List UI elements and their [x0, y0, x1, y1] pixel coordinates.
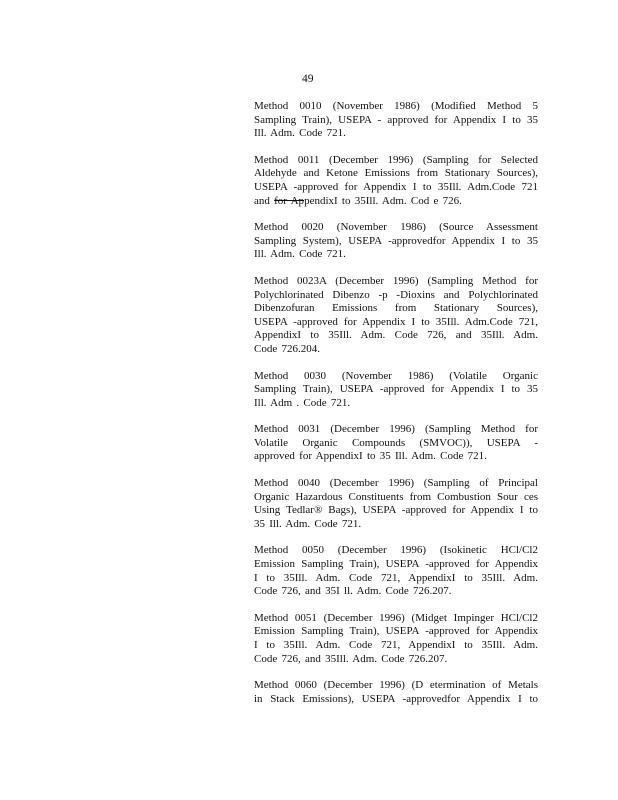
method-entry: [254, 423, 538, 464]
entry-line: Sampling Train), USEPA -approved for Appendix I to 35: [254, 383, 538, 396]
entry-line: Method 0051 (December 1996) (Midget Impinger HCl/Cl2: [254, 611, 538, 624]
entry-line: Code 726.204.: [254, 342, 320, 355]
entry-line: Dibenzofuran Emissions from Stationary Sources),: [254, 302, 538, 315]
entry-line: [254, 195, 538, 209]
entry-line: Method 0030 (November 1986) (Volatile Organic: [254, 369, 538, 382]
entry-line: Ill. Adm . Code 721.: [254, 396, 351, 409]
entry-line: Using Tedlar® Bags), USEPA -approved for Appendix I to: [254, 504, 538, 517]
entry-line: Code 726, and 35Ill. Adm. Code 726.207.: [254, 652, 448, 665]
entry-line: USEPA -approved for Appendix I to 35Ill. Adm.Code 721,: [254, 315, 538, 328]
entry-line: Method 0040 (December 1996) (Sampling of Principal: [254, 477, 538, 490]
entry-line: Emission Sampling Train), USEPA -approved for Appendix: [254, 625, 538, 638]
method-entry: [254, 370, 538, 411]
entry-line: USEPA -approved for Appendix I to 35Ill. Adm.Code 721: [254, 180, 538, 193]
entry-line: 35 Ill. Adm. Code 721.: [254, 517, 362, 530]
method-entry: [254, 154, 538, 208]
entry-line: Method 0050 (December 1996) (Isokinetic HCl/Cl2: [254, 544, 538, 557]
entry-line: approved for AppendixI to 35 Ill. Adm. Code 721.: [254, 450, 487, 463]
entry-line: Volatile Organic Compounds (SMVOC)), USEPA -: [254, 436, 538, 449]
entry-line-suffix: pendixI to 35Ill. Adm. Cod e 726.: [304, 194, 462, 207]
entry-line: Emission Sampling Train), USEPA -approved for Appendix: [254, 558, 538, 571]
method-entry: [254, 221, 538, 262]
entry-line: Polychlorinated Dibenzo -p -Dioxins and Polychlorinated: [254, 288, 538, 301]
entry-line: Organic Hazardous Constituents from Combustion Sour ces: [254, 490, 538, 503]
method-entry: [254, 544, 538, 598]
entry-line: Sampling Train), USEPA - approved for Appendix I to 35: [254, 113, 538, 126]
method-entry: [254, 477, 538, 531]
page-number: 49: [302, 73, 314, 85]
entry-line: Sampling System), USEPA -approvedfor Appendix I to 35: [254, 234, 538, 247]
entry-line-prefix: and: [254, 194, 275, 207]
entry-line: Method 0011 (December 1996) (Sampling for Selected: [254, 153, 538, 166]
struck-text: for Ap: [274, 194, 305, 207]
entry-line: Method 0023A (December 1996) (Sampling Method for: [254, 274, 538, 287]
method-list: [254, 100, 538, 719]
method-entry: [254, 612, 538, 666]
method-entry: [254, 100, 538, 141]
entry-line: AppendixI to 35Ill. Adm. Code 726, and 35Ill. Adm.: [254, 329, 538, 342]
entry-line: Code 726, and 35I ll. Adm. Code 726.207.: [254, 585, 452, 598]
entry-line: in Stack Emissions), USEPA -approvedfor Appendix I to: [254, 692, 538, 705]
method-entry: [254, 679, 538, 706]
entry-line: Ill. Adm. Code 721.: [254, 127, 346, 140]
entry-line: Aldehyde and Ketone Emissions from Stationary Sources),: [254, 167, 538, 180]
entry-line: I to 35Ill. Adm. Code 721, AppendixI to 35Ill. Adm.: [254, 639, 538, 651]
method-entry: [254, 275, 538, 357]
entry-line: Method 0020 (November 1986) (Source Assessment: [254, 221, 538, 234]
entry-line: I to 35Ill. Adm. Code 721, AppendixI to 35Ill. Adm.: [254, 571, 538, 584]
entry-line: Method 0031 (December 1996) (Sampling Method for: [254, 423, 538, 436]
entry-line: Method 0010 (November 1986) (Modified Method 5: [254, 100, 538, 112]
entry-line: Method 0060 (December 1996) (D etermination of Metals: [254, 679, 538, 692]
entry-line: Ill. Adm. Code 721.: [254, 248, 346, 261]
